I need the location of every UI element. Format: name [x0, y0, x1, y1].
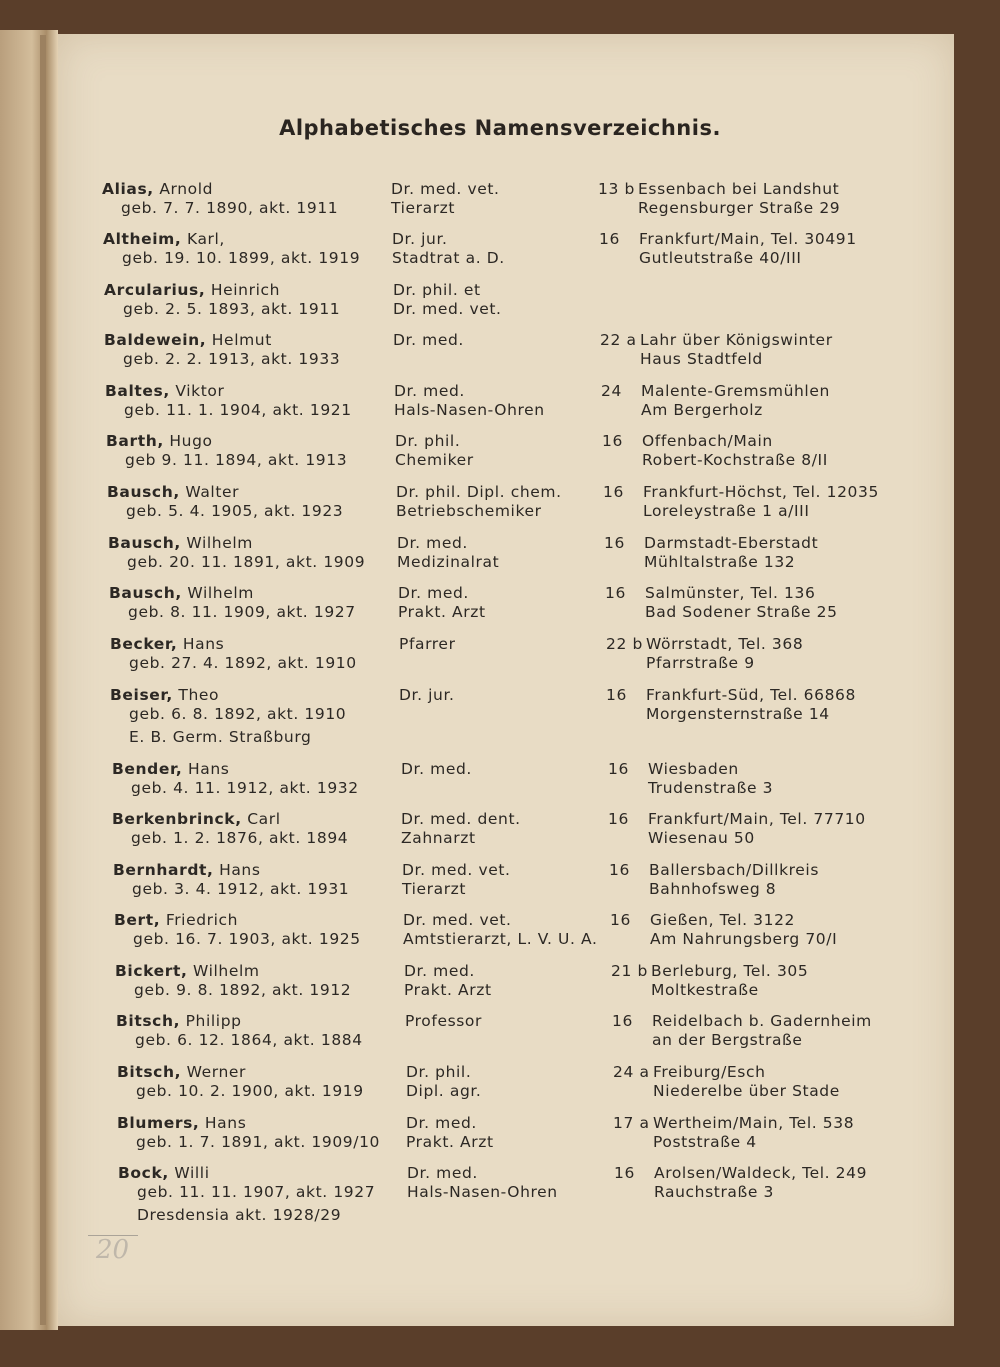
entry-name: [116, 1012, 406, 1031]
entry-title-block: [397, 534, 597, 572]
entry-title2: [393, 350, 593, 369]
entry-title1: Dr. jur.: [399, 686, 455, 704]
entry-address-block: [650, 911, 890, 949]
entry-addr2: Wiesenau 50: [648, 829, 755, 847]
entry-number: 22 a: [600, 331, 637, 349]
entry-address-block: [654, 1164, 894, 1202]
entry-surname: Beiser,: [110, 686, 173, 704]
entry-number: 17 a: [613, 1114, 650, 1132]
entry-title2: Medizinalrat: [397, 553, 500, 571]
entry-surname: Arcularius,: [104, 281, 206, 299]
entry-addr1: Arolsen/Waldeck, Tel. 249: [654, 1164, 868, 1182]
entry-title2: Amtstierarzt, L. V. U. A.: [403, 930, 598, 948]
entry-title1: Dr. jur.: [392, 230, 448, 248]
entry-title-block: [396, 483, 596, 521]
entry-addr1: Berleburg, Tel. 305: [651, 962, 809, 980]
entry-name-block: [110, 635, 400, 673]
entry-addr2: Morgensternstraße 14: [646, 705, 830, 723]
entry-birth-info: geb. 10. 2. 1900, akt. 1919: [136, 1082, 364, 1100]
entry-address-block: [649, 861, 889, 899]
entry-address-block: [644, 534, 884, 572]
entry-number: 24 a: [613, 1063, 650, 1081]
entry-addr2: an der Bergstraße: [652, 1031, 803, 1049]
entry-title2: Prakt. Arzt: [398, 603, 486, 621]
entry-address-block: [648, 760, 888, 798]
entry-address-block: [646, 635, 886, 673]
entry-surname: Blumers,: [117, 1114, 200, 1132]
entry-name-block: [116, 1012, 406, 1050]
entry-title-block: [398, 584, 598, 622]
entry-addr1: Freiburg/Esch: [653, 1063, 766, 1081]
entry-addr1: Wiesbaden: [648, 760, 739, 778]
entry-surname: Bernhardt,: [113, 861, 214, 879]
entry-addr2: Mühltalstraße 132: [644, 553, 796, 571]
entry-title1: Dr. med.: [404, 962, 475, 980]
entry-name-block: [112, 810, 402, 848]
entry-title2: Prakt. Arzt: [406, 1133, 494, 1151]
entry-address-block: [641, 382, 881, 420]
entry-title1: Pfarrer: [399, 635, 456, 653]
entry-title2: [399, 654, 599, 673]
entry-surname: Bitsch,: [117, 1063, 182, 1081]
entry-name: [113, 861, 403, 880]
entry-addr2: Moltkestraße: [651, 981, 759, 999]
entry-birth-info: geb. 9. 8. 1892, akt. 1912: [134, 981, 352, 999]
entry-addr2: Gutleutstraße 40/III: [639, 249, 802, 267]
entry-given-name: Theo: [178, 686, 220, 704]
entry-birth-info: geb. 11. 1. 1904, akt. 1921: [124, 401, 352, 419]
entry-name: [115, 962, 405, 981]
entry-addr1: Darmstadt-Eberstadt: [644, 534, 819, 552]
entry-number: 16: [608, 760, 629, 778]
entry-given-name: Helmut: [211, 331, 272, 349]
entry-given-name: Friedrich: [165, 911, 239, 929]
entry-title1: Dr. med. dent.: [401, 810, 521, 828]
entry-given-name: Willi: [174, 1164, 210, 1182]
entry-title-block: [406, 1063, 606, 1101]
entry-addr2: Bahnhofsweg 8: [649, 880, 777, 898]
entry-title-block: [405, 1012, 605, 1050]
entry-number: 16: [602, 432, 623, 450]
entry-birth-info: geb. 4. 11. 1912, akt. 1932: [131, 779, 359, 797]
entry-title-block: [403, 911, 603, 949]
entry-address-block: [651, 962, 891, 1000]
entry-addr1: Frankfurt-Süd, Tel. 66868: [646, 686, 856, 704]
entry-number: 16: [599, 230, 620, 248]
entry-addr2: Am Bergerholz: [641, 401, 763, 419]
entry-surname: Altheim,: [103, 230, 182, 248]
entry-surname: Bausch,: [107, 483, 180, 501]
entry-name: [102, 180, 392, 199]
entry-number: 16: [605, 584, 626, 602]
entry-name: [117, 1114, 407, 1133]
entry-name-block: [117, 1114, 407, 1152]
entry-address-block: [653, 1114, 893, 1152]
entry-name: [108, 534, 398, 553]
entry-birth-info: geb. 7. 7. 1890, akt. 1911: [121, 199, 339, 217]
entry-address-block: [642, 432, 882, 470]
entry-title1: Dr. med. vet.: [403, 911, 512, 929]
entry-number: 16: [614, 1164, 635, 1182]
entry-title2: [405, 1031, 605, 1050]
entry-given-name: Wilhelm: [193, 962, 260, 980]
entry-address-block: [653, 1063, 893, 1101]
entry-name-block: [109, 584, 399, 622]
entry-name: [107, 483, 397, 502]
entry-title2: Prakt. Arzt: [404, 981, 492, 999]
entry-birth-info: geb. 11. 11. 1907, akt. 1927: [137, 1183, 376, 1201]
entry-address-block: [652, 1012, 892, 1050]
entry-title-block: [399, 686, 599, 724]
entry-title2: Zahnarzt: [401, 829, 476, 847]
entry-title1: Dr. med.: [393, 331, 464, 349]
entry-address-block: [638, 180, 878, 218]
entry-number: 24: [601, 382, 622, 400]
entry-given-name: Hans: [187, 760, 230, 778]
entry-name: [104, 331, 394, 350]
entry-birth-info: geb. 1. 2. 1876, akt. 1894: [131, 829, 349, 847]
entry-name-block: [108, 534, 398, 572]
entry-name-block: [115, 962, 405, 1000]
entry-name: [112, 810, 402, 829]
entry-name: [103, 230, 393, 249]
entry-number: 16: [604, 534, 625, 552]
entry-name: [110, 635, 400, 654]
entry-given-name: Hans: [204, 1114, 247, 1132]
entry-title1: Dr. phil.: [406, 1063, 472, 1081]
entry-name-block: [103, 230, 393, 268]
entry-title-block: [399, 635, 599, 673]
entry-title2: Hals-Nasen-Ohren: [394, 401, 545, 419]
entry-name-block: [114, 911, 404, 949]
entry-title1: Dr. med.: [406, 1114, 477, 1132]
entry-addr2: Trudenstraße 3: [648, 779, 774, 797]
entry-addr2: Rauchstraße 3: [654, 1183, 775, 1201]
entry-number: 16: [610, 911, 631, 929]
entry-addr2: Loreleystraße 1 a/III: [643, 502, 810, 520]
entry-title2: [399, 705, 599, 724]
entry-title-block: [401, 760, 601, 798]
entry-name: [112, 760, 402, 779]
entry-surname: Berkenbrinck,: [112, 810, 242, 828]
entry-name: [118, 1164, 408, 1183]
entry-title-block: [393, 331, 593, 369]
entry-title-block: [407, 1164, 607, 1202]
entry-surname: Bausch,: [108, 534, 181, 552]
entry-title2: Dr. med. vet.: [393, 300, 502, 318]
entry-birth-info: geb. 8. 11. 1909, akt. 1927: [128, 603, 356, 621]
entry-given-name: Hans: [219, 861, 261, 879]
entry-number: 13 b: [598, 180, 635, 198]
entry-name-block: [104, 281, 394, 319]
entry-title2: Dipl. agr.: [406, 1082, 482, 1100]
entry-addr2: Poststraße 4: [653, 1133, 757, 1151]
spine-edge: [40, 35, 46, 1325]
entry-title1: Dr. med.: [397, 534, 468, 552]
entry-surname: Bickert,: [115, 962, 188, 980]
entry-title1: Dr. phil. et: [393, 281, 481, 299]
entry-title-block: [404, 962, 604, 1000]
entry-name: [105, 382, 395, 401]
entry-addr1: Gießen, Tel. 3122: [650, 911, 796, 929]
book-spine: [0, 30, 58, 1330]
entry-title-block: [394, 382, 594, 420]
entry-number: 16: [603, 483, 624, 501]
entry-title2: Tierarzt: [402, 880, 467, 898]
entry-address-block: [648, 810, 888, 848]
entry-birth-info: geb. 6. 12. 1864, akt. 1884: [135, 1031, 363, 1049]
entry-surname: Baldewein,: [104, 331, 207, 349]
entry-birth-info: geb. 6. 8. 1892, akt. 1910: [129, 705, 347, 723]
entry-name-block: [106, 432, 396, 470]
entry-given-name: Hugo: [169, 432, 213, 450]
entry-given-name: Walter: [185, 483, 240, 501]
entry-address-block: [639, 230, 879, 268]
page-number: 20: [96, 1235, 130, 1265]
entry-name: [117, 1063, 407, 1082]
entry-given-name: Carl: [247, 810, 281, 828]
entry-title2: [401, 779, 601, 798]
entry-name-block: [104, 331, 394, 369]
entry-name-block: [107, 483, 397, 521]
entry-title2: Tierarzt: [391, 199, 456, 217]
entry-name: [109, 584, 399, 603]
entry-title1: Dr. med. vet.: [391, 180, 500, 198]
entry-surname: Becker,: [110, 635, 178, 653]
entry-birth-info: geb. 27. 4. 1892, akt. 1910: [129, 654, 357, 672]
entry-given-name: Wilhelm: [186, 534, 253, 552]
entry-title2: Betriebschemiker: [396, 502, 542, 520]
page-title: Alphabetisches Namensverzeichnis.: [279, 116, 721, 140]
entry-given-name: Heinrich: [210, 281, 281, 299]
entry-name-block: [118, 1164, 408, 1225]
entry-title-block: [391, 180, 591, 218]
entry-addr2: Pfarrstraße 9: [646, 654, 755, 672]
entry-birth-info: geb. 1. 7. 1891, akt. 1909/10: [136, 1133, 380, 1151]
entry-address-block: [643, 483, 883, 521]
entry-name: [106, 432, 396, 451]
entry-number: 16: [608, 810, 629, 828]
entry-addr2: Niederelbe über Stade: [653, 1082, 840, 1100]
entry-surname: Bausch,: [109, 584, 182, 602]
entry-title1: Dr. med.: [394, 382, 465, 400]
entry-title1: Dr. med.: [398, 584, 469, 602]
entry-addr1: Frankfurt/Main, Tel. 77710: [648, 810, 866, 828]
entry-birth-info: geb. 16. 7. 1903, akt. 1925: [133, 930, 361, 948]
entry-surname: Bender,: [112, 760, 183, 778]
entry-name-block: [105, 382, 395, 420]
entry-addr1: Reidelbach b. Gadernheim: [652, 1012, 872, 1030]
entry-given-name: Karl,: [186, 230, 225, 248]
entry-addr2: Bad Sodener Straße 25: [645, 603, 838, 621]
entry-number: 22 b: [606, 635, 643, 653]
entry-extra-info: E. B. Germ. Straßburg: [129, 728, 312, 746]
entry-title1: Dr. phil.: [395, 432, 461, 450]
entry-extra-info: Dresdensia akt. 1928/29: [137, 1206, 342, 1224]
entry-number: 16: [606, 686, 627, 704]
entry-surname: Alias,: [102, 180, 154, 198]
entry-title-block: [395, 432, 595, 470]
entry-addr2: Haus Stadtfeld: [640, 350, 763, 368]
entry-surname: Bock,: [118, 1164, 169, 1182]
entry-address-block: [645, 584, 885, 622]
entry-birth-info: geb 9. 11. 1894, akt. 1913: [125, 451, 348, 469]
entry-addr1: Malente-Gremsmühlen: [641, 382, 830, 400]
entry-surname: Barth,: [106, 432, 164, 450]
entry-title2: Hals-Nasen-Ohren: [407, 1183, 558, 1201]
entry-name: [104, 281, 394, 300]
entry-given-name: Viktor: [175, 382, 225, 400]
entry-addr1: Wertheim/Main, Tel. 538: [653, 1114, 855, 1132]
entry-addr2: Am Nahrungsberg 70/I: [650, 930, 838, 948]
entry-title-block: [401, 810, 601, 848]
entry-title1: Dr. med.: [401, 760, 472, 778]
entry-title2: Stadtrat a. D.: [392, 249, 505, 267]
entry-surname: Bitsch,: [116, 1012, 181, 1030]
entry-birth-info: geb. 20. 11. 1891, akt. 1909: [127, 553, 366, 571]
entry-addr1: Frankfurt-Höchst, Tel. 12035: [643, 483, 879, 501]
entry-addr1: Wörrstadt, Tel. 368: [646, 635, 804, 653]
entry-address-block: [640, 331, 880, 369]
entry-birth-info: geb. 3. 4. 1912, akt. 1931: [132, 880, 350, 898]
entry-addr1: Offenbach/Main: [642, 432, 773, 450]
entry-title1: Dr. phil. Dipl. chem.: [396, 483, 562, 501]
entry-addr2: Regensburger Straße 29: [638, 199, 841, 217]
entry-addr1: Frankfurt/Main, Tel. 30491: [639, 230, 857, 248]
entry-given-name: Wilhelm: [187, 584, 254, 602]
entry-title-block: [393, 281, 593, 319]
entry-given-name: Hans: [182, 635, 225, 653]
entry-name: [114, 911, 404, 930]
entry-title2: Chemiker: [395, 451, 474, 469]
entry-birth-info: geb. 5. 4. 1905, akt. 1923: [126, 502, 344, 520]
entry-title-block: [402, 861, 602, 899]
entry-name: [110, 686, 400, 705]
entry-address-block: [646, 686, 886, 724]
entry-number: 21 b: [611, 962, 648, 980]
entry-surname: Baltes,: [105, 382, 170, 400]
entry-title-block: [392, 230, 592, 268]
entry-addr1: Salmünster, Tel. 136: [645, 584, 816, 602]
entry-addr1: Essenbach bei Landshut: [638, 180, 840, 198]
entry-birth-info: geb. 2. 5. 1893, akt. 1911: [123, 300, 341, 318]
entry-addr2: Robert-Kochstraße 8/II: [642, 451, 828, 469]
entry-given-name: Philipp: [185, 1012, 242, 1030]
entry-number: 16: [612, 1012, 633, 1030]
entry-title1: Dr. med. vet.: [402, 861, 511, 879]
entry-name-block: [102, 180, 392, 218]
entry-birth-info: geb. 2. 2. 1913, akt. 1933: [123, 350, 341, 368]
entry-title1: Dr. med.: [407, 1164, 478, 1182]
entry-title1: Professor: [405, 1012, 482, 1030]
entry-name-block: [117, 1063, 407, 1101]
entry-name-block: [110, 686, 400, 747]
entry-addr1: Lahr über Königswinter: [640, 331, 833, 349]
entry-name-block: [112, 760, 402, 798]
entry-name-block: [113, 861, 403, 899]
entry-given-name: Arnold: [159, 180, 214, 198]
entry-number: 16: [609, 861, 630, 879]
entry-birth-info: geb. 19. 10. 1899, akt. 1919: [122, 249, 361, 267]
entry-given-name: Werner: [186, 1063, 246, 1081]
entry-surname: Bert,: [114, 911, 161, 929]
entry-addr1: Ballersbach/Dillkreis: [649, 861, 820, 879]
entry-title-block: [406, 1114, 606, 1152]
